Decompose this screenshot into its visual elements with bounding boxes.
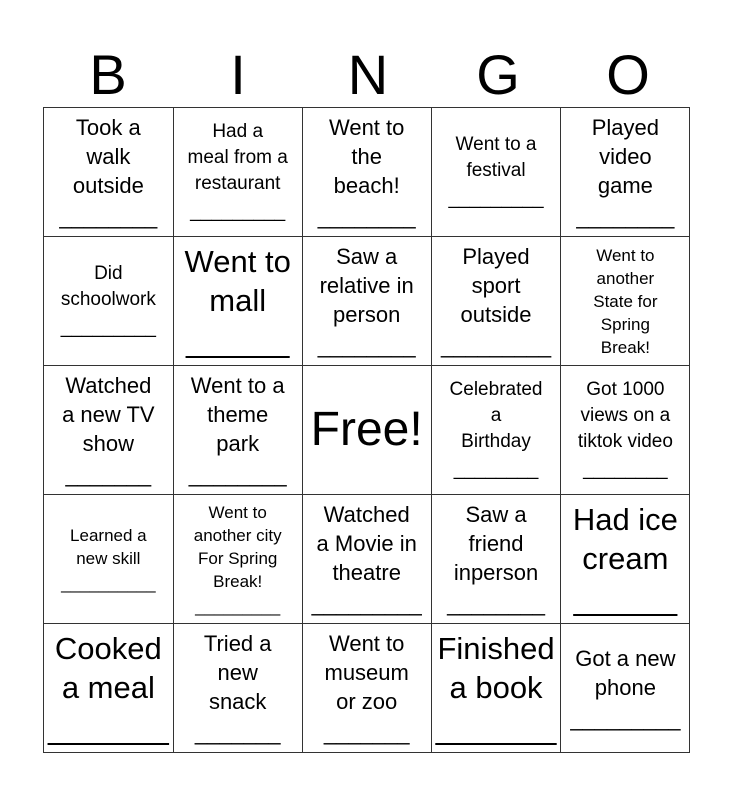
cell-content xyxy=(178,366,298,494)
bingo-cell[interactable] xyxy=(431,624,561,753)
bingo-cell[interactable] xyxy=(302,237,431,366)
cell-content xyxy=(48,624,169,752)
cell-text: Took a walk outside xyxy=(72,115,144,198)
cell-blank-line: ______ xyxy=(573,581,678,617)
bingo-cell[interactable] xyxy=(302,624,431,753)
cell-content xyxy=(565,108,685,236)
cell-text: Went to a festival xyxy=(455,134,537,181)
bingo-cell[interactable] xyxy=(173,624,302,753)
cell-text: Went to mall xyxy=(184,243,291,318)
bingo-cell[interactable] xyxy=(44,366,174,495)
cell-text: Went to a theme park xyxy=(190,373,285,456)
bingo-cell[interactable] xyxy=(302,108,431,237)
cell-blank-line: _______ xyxy=(48,710,169,746)
bingo-cell[interactable] xyxy=(431,237,561,366)
cell-text: Played sport outside xyxy=(460,244,532,327)
cell-text: Went to museum or zoo xyxy=(324,631,409,714)
header-letter-n: N xyxy=(347,43,389,106)
cell-content xyxy=(565,237,685,365)
board-row xyxy=(44,624,690,753)
header-letter-i: I xyxy=(230,43,246,106)
cell-blank-line: _______ xyxy=(194,720,281,745)
cell-blank-line: _________ xyxy=(311,591,422,616)
bingo-cell[interactable] xyxy=(44,495,174,624)
cell-blank-line: ________ xyxy=(188,462,287,487)
cell-content xyxy=(307,237,427,365)
cell-blank-line: ________ xyxy=(583,459,668,480)
bingo-cell[interactable] xyxy=(173,366,302,495)
board-row xyxy=(44,366,690,495)
free-space-cell[interactable] xyxy=(302,366,431,495)
cell-blank-line: ________ xyxy=(317,204,416,229)
cell-text: Finished a book xyxy=(437,630,555,705)
bingo-cell[interactable] xyxy=(561,495,690,624)
cell-content xyxy=(48,108,169,236)
cell-text: Watched a Movie in theatre xyxy=(316,502,417,585)
bingo-cell[interactable] xyxy=(431,366,561,495)
cell-content xyxy=(48,237,169,365)
cell-text: Had ice cream xyxy=(572,501,678,576)
cell-blank-line: _______ xyxy=(65,462,152,487)
cell-text: Went to another city For Spring Break! xyxy=(193,502,282,591)
board-row xyxy=(44,108,690,237)
cell-content xyxy=(436,495,557,623)
cell-content xyxy=(307,495,427,623)
cell-content xyxy=(178,624,298,752)
cell-text: Got a new phone xyxy=(575,645,676,700)
bingo-cell[interactable] xyxy=(302,495,431,624)
cell-text: Learned a new skill xyxy=(70,525,147,568)
cell-text: Got 1000 views on a tiktok video xyxy=(577,379,673,452)
cell-blank-line: ________ xyxy=(453,459,539,480)
cell-blank-line: ________ xyxy=(59,204,158,229)
cell-blank-line: _________ xyxy=(60,317,156,338)
cell-blank-line: ________ xyxy=(317,333,416,358)
cell-content xyxy=(436,108,557,236)
cell-blank-line: _________ xyxy=(440,333,552,358)
cell-text: Free! xyxy=(310,403,423,456)
cell-text: Did schoolwork xyxy=(60,263,156,310)
cell-blank-line: _______ xyxy=(435,710,557,746)
cell-content xyxy=(565,624,685,752)
bingo-cell[interactable] xyxy=(44,624,174,753)
cell-text: Tried a new snack xyxy=(203,631,272,714)
cell-blank-line: _________ xyxy=(448,188,544,209)
cell-content xyxy=(436,624,557,752)
cell-text: Had a meal from a restaurant xyxy=(187,121,288,194)
cell-text: Went to the beach! xyxy=(328,115,405,198)
cell-text: Saw a relative in person xyxy=(319,244,414,327)
cell-blank-line: ______ xyxy=(185,323,290,359)
cell-content xyxy=(307,108,427,236)
header-letter-b: B xyxy=(89,43,127,106)
cell-text: Saw a friend inperson xyxy=(453,502,539,585)
cell-content xyxy=(436,237,557,365)
cell-content xyxy=(178,108,298,236)
cell-blank-line: _________ xyxy=(195,596,281,616)
cell-blank-line: _________ xyxy=(190,201,286,222)
bingo-board xyxy=(43,107,690,753)
header-letter-g: G xyxy=(476,43,520,106)
cell-content xyxy=(307,624,427,752)
bingo-cell[interactable] xyxy=(44,237,174,366)
cell-content xyxy=(178,237,298,365)
cell-content xyxy=(178,495,298,623)
cell-blank-line: __________ xyxy=(61,573,156,593)
cell-text: Celebrated a Birthday xyxy=(449,379,543,452)
bingo-cell[interactable] xyxy=(561,624,690,753)
cell-content xyxy=(565,366,685,494)
cell-blank-line: _________ xyxy=(570,705,681,731)
bingo-header xyxy=(43,42,693,108)
bingo-cell[interactable] xyxy=(561,237,690,366)
bingo-cell[interactable] xyxy=(173,237,302,366)
cell-content xyxy=(48,366,169,494)
cell-text: Watched a new TV show xyxy=(62,373,155,456)
cell-content xyxy=(307,366,427,494)
cell-text: Cooked a meal xyxy=(54,630,162,705)
board-row xyxy=(44,237,690,366)
cell-blank-line: ________ xyxy=(576,204,675,229)
cell-text: Played video game xyxy=(591,115,660,198)
bingo-cell[interactable] xyxy=(431,108,561,237)
bingo-cell[interactable] xyxy=(431,495,561,624)
cell-blank-line: ________ xyxy=(447,591,545,616)
board-row xyxy=(44,495,690,624)
bingo-cell[interactable] xyxy=(44,108,174,237)
bingo-cell[interactable] xyxy=(173,495,302,624)
bingo-cell[interactable] xyxy=(173,108,302,237)
cell-text: Went to another State for Spring Break! xyxy=(593,245,658,357)
bingo-cell[interactable] xyxy=(561,366,690,495)
cell-content xyxy=(48,495,169,623)
cell-blank-line: _______ xyxy=(323,720,410,745)
bingo-cell[interactable] xyxy=(561,108,690,237)
cell-content xyxy=(436,366,557,494)
cell-content xyxy=(565,495,685,623)
header-letter-o: O xyxy=(606,43,650,106)
